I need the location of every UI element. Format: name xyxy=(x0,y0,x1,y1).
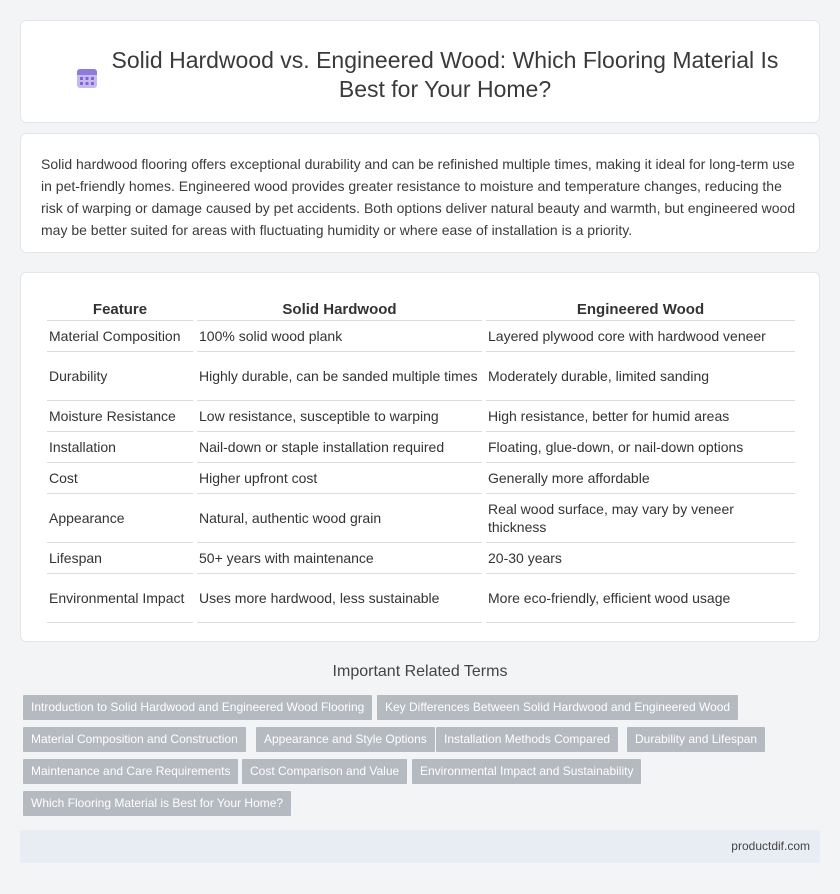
table-row xyxy=(47,432,795,463)
related-term-tag[interactable]: Installation Methods Compared xyxy=(436,727,618,752)
solid-hardwood-cell: Nail-down or staple installation required xyxy=(197,432,482,463)
solid-hardwood-cell: 100% solid wood plank xyxy=(197,321,482,352)
table-row xyxy=(47,352,795,401)
intro-paragraph: Solid hardwood flooring offers exceptional durability and can be refinished multiple times, making it ideal for long-term use in pet-friendly homes. Engineered wood provides greater resistance to moisture and temperature changes, reducing the risk of warping or damage caused by pet accidents. Both options deliver natural beauty and warmth, but engineered wood may be better suited for areas with fluctuating humidity or where ease of installation is a priority. xyxy=(41,156,796,238)
footer xyxy=(20,830,820,863)
solid-hardwood-cell: Highly durable, can be sanded multiple times xyxy=(197,352,482,401)
engineered-wood-cell: Layered plywood core with hardwood veneer xyxy=(486,321,795,352)
feature-cell: Environmental Impact xyxy=(47,574,193,623)
solid-hardwood-cell: Natural, authentic wood grain xyxy=(197,494,482,543)
related-term-tag[interactable]: Material Composition and Construction xyxy=(23,727,246,752)
header-engineered-wood: Engineered Wood xyxy=(486,293,795,321)
feature-cell: Moisture Resistance xyxy=(47,401,193,432)
title-card xyxy=(20,20,820,123)
engineered-wood-cell: Moderately durable, limited sanding xyxy=(486,352,795,401)
related-term-tag[interactable]: Introduction to Solid Hardwood and Engineered Wood Flooring xyxy=(23,695,372,720)
related-term-tag[interactable]: Maintenance and Care Requirements xyxy=(23,759,238,784)
engineered-wood-cell: 20-30 years xyxy=(486,543,795,574)
footer-site-name: productdif.com xyxy=(731,839,810,853)
solid-hardwood-cell: 50+ years with maintenance xyxy=(197,543,482,574)
related-term-tag[interactable]: Which Flooring Material is Best for Your Home? xyxy=(23,791,291,816)
comparison-card xyxy=(20,272,820,642)
engineered-wood-cell: More eco-friendly, efficient wood usage xyxy=(486,574,795,623)
table-header-row xyxy=(47,293,795,321)
solid-hardwood-cell: Uses more hardwood, less sustainable xyxy=(197,574,482,623)
feature-cell: Installation xyxy=(47,432,193,463)
table-row xyxy=(47,401,795,432)
comparison-table xyxy=(43,293,799,623)
solid-hardwood-cell: Higher upfront cost xyxy=(197,463,482,494)
feature-cell: Lifespan xyxy=(47,543,193,574)
engineered-wood-cell: Floating, glue-down, or nail-down options xyxy=(486,432,795,463)
related-terms-title: Important Related Terms xyxy=(332,663,508,680)
engineered-wood-cell: Real wood surface, may vary by veneer thickness xyxy=(486,494,795,543)
related-term-tag[interactable]: Durability and Lifespan xyxy=(627,727,765,752)
header-feature: Feature xyxy=(47,293,193,321)
solid-hardwood-cell: Low resistance, susceptible to warping xyxy=(197,401,482,432)
table-row xyxy=(47,574,795,623)
related-term-tag[interactable]: Appearance and Style Options xyxy=(256,727,435,752)
feature-cell: Material Composition xyxy=(47,321,193,352)
table-row xyxy=(47,543,795,574)
table-row xyxy=(47,494,795,543)
feature-cell: Durability xyxy=(47,352,193,401)
related-term-tag[interactable]: Environmental Impact and Sustainability xyxy=(412,759,641,784)
related-term-tag[interactable]: Cost Comparison and Value xyxy=(242,759,407,784)
feature-cell: Cost xyxy=(47,463,193,494)
related-term-tag[interactable]: Key Differences Between Solid Hardwood and Engineered Wood xyxy=(377,695,738,720)
page-title: Solid Hardwood vs. Engineered Wood: Which Flooring Material Is Best for Your Home? xyxy=(111,47,779,102)
engineered-wood-cell: High resistance, better for humid areas xyxy=(486,401,795,432)
table-row xyxy=(47,463,795,494)
table-row xyxy=(47,321,795,352)
feature-cell: Appearance xyxy=(47,494,193,543)
header-solid-hardwood: Solid Hardwood xyxy=(197,293,482,321)
engineered-wood-cell: Generally more affordable xyxy=(486,463,795,494)
intro-card xyxy=(20,133,820,253)
